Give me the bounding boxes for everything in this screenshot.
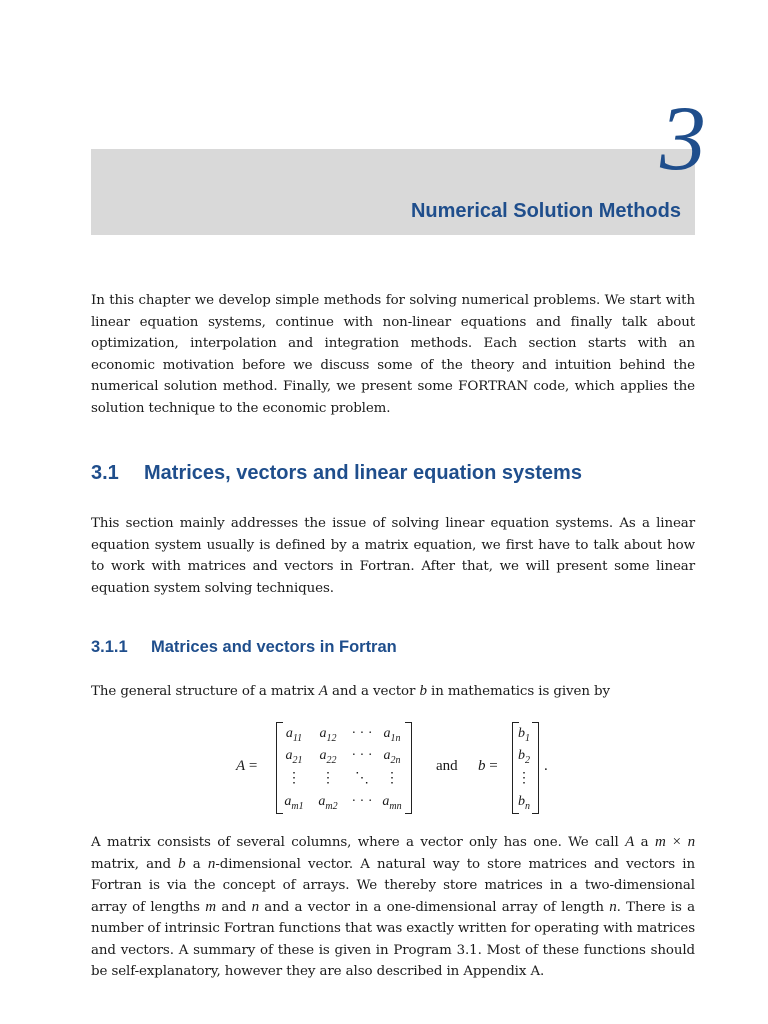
- matrix-cell: · · ·: [351, 748, 373, 763]
- chapter-number: 3: [660, 87, 706, 189]
- vector-cell: $b_2$: [518, 748, 530, 766]
- var-A: A: [318, 683, 328, 699]
- closing-text: A matrix consists of several columns, where a vector only has one. We call A a m × n matrix, and b a n-dimensional vector. A natural way to store matrices and vectors in Fortran is via the concept of arrays. We thereby store matrices in a two-dimensional array of lengths m and n and a vector in a one-dimensional array of length n. There is a number of intrinsic Fortran functions that was exactly written for operating with matrices and vectors. A summary of these is given in Program 3.1. Most of these functions should be self-explanatory, however they are also described in Appendix A.: [91, 834, 696, 979]
- section-title: Matrices, vectors and linear equation systems: [144, 462, 582, 484]
- matrix-cell: · · ·: [351, 794, 373, 809]
- subsection-title: Matrices and vectors in Fortran: [151, 638, 397, 656]
- matrix-cell: $a_{1n}$: [383, 726, 401, 744]
- matrix-cell: · · ·: [351, 726, 373, 741]
- matrix-cell: $a_{12}$: [319, 726, 337, 744]
- matrix-cell: $a_{22}$: [319, 748, 337, 766]
- vector-cell: $b_n$: [518, 794, 530, 812]
- subsection-number: 3.1.1: [91, 638, 128, 656]
- equation-lhs-b: b =: [478, 758, 498, 774]
- matrix-cell: $a_{2n}$: [383, 748, 401, 766]
- section-number: 3.1: [91, 462, 119, 484]
- matrix-cell: ⋮: [385, 771, 399, 786]
- matrix-cell: $a_{m1}$: [284, 794, 304, 812]
- equation-conjunction: and: [436, 758, 458, 774]
- matrix-cell: $a_{mn}$: [382, 794, 402, 812]
- matrix-cell: ⋮: [321, 771, 335, 786]
- var-b: b: [419, 683, 427, 699]
- lead-text: The general structure of a matrix: [91, 684, 319, 699]
- subsection-heading: [91, 638, 397, 657]
- matrix-equation: [0, 718, 768, 818]
- intro-paragraph: In this chapter we develop simple methods for solving numerical problems. We start with linear equation systems, continue with non-linear equations and finally talk about optimization, interpolation and integration methods. Each section starts with an economic motivation before we discuss some of the theory and intuition behind the numerical solution method. Finally, we present some FORTRAN code, which applies the solution technique to the economic problem.: [91, 293, 695, 416]
- matrix-cell: ⋮: [287, 771, 301, 786]
- lead-text: in mathematics is given by: [426, 684, 610, 699]
- lead-text: and a vector: [327, 684, 420, 699]
- matrix-cell: ⋱: [355, 771, 369, 786]
- section-paragraph: This section mainly addresses the issue of solving linear equation systems. As a linear equation system usually is defined by a matrix equation, we first have to talk about how to work with matrices and vectors in Fortran. After that, we will present some linear equation system solving techniques.: [91, 516, 695, 596]
- closing-paragraph: [91, 832, 695, 983]
- matrix-cell: $a_{11}$: [285, 726, 303, 744]
- matrix-cell: $a_{21}$: [285, 748, 303, 766]
- vector-cell: ⋮: [517, 771, 531, 786]
- section-heading: [91, 462, 582, 485]
- lead-paragraph: [91, 681, 695, 703]
- equation-lhs-A: A =: [236, 758, 258, 774]
- matrix-cell: $a_{m2}$: [318, 794, 338, 812]
- vector-cell: $b_1$: [518, 726, 530, 744]
- equation-period: .: [544, 758, 548, 774]
- chapter-title: Numerical Solution Methods: [410, 200, 681, 222]
